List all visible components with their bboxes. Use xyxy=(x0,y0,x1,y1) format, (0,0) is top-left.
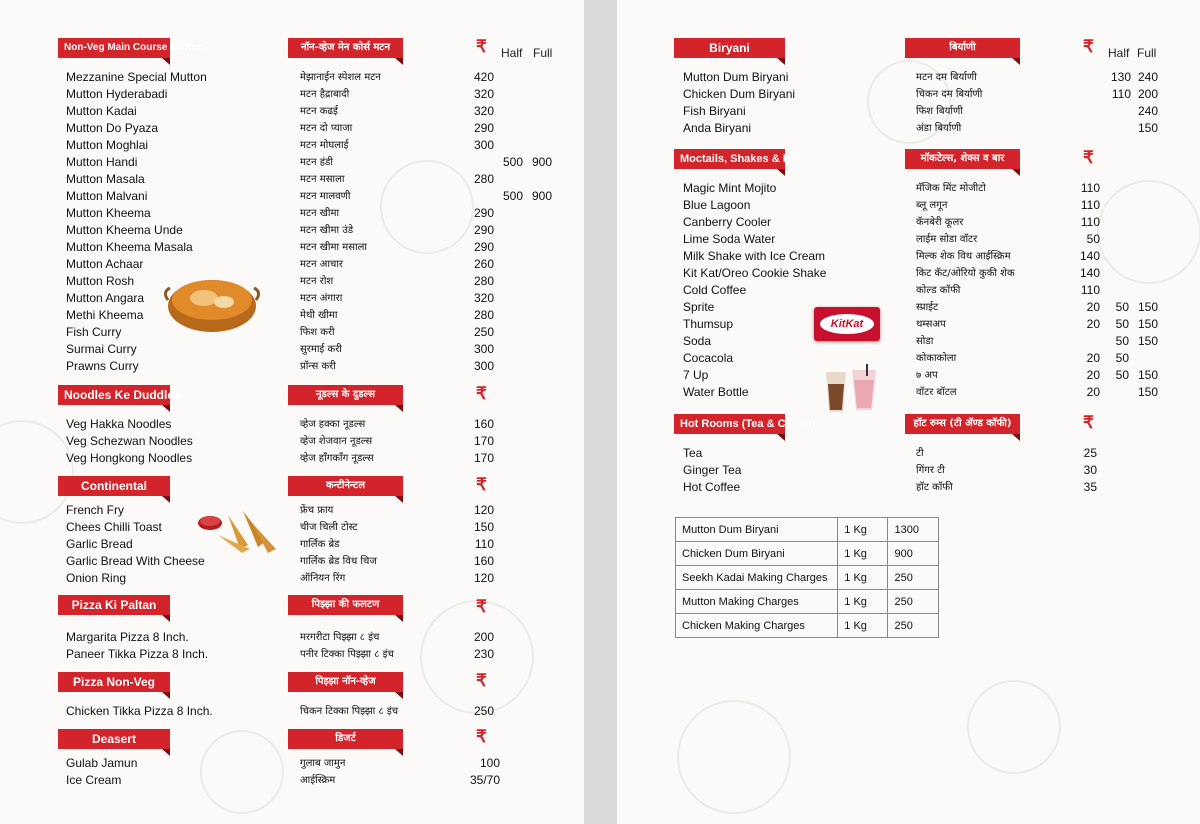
item-price: 300 xyxy=(473,342,494,356)
col-full-label: Full xyxy=(533,46,553,60)
item-price: 170 xyxy=(473,451,494,465)
bulk-qty: 1 Kg xyxy=(838,566,888,590)
menu-item-row xyxy=(0,290,584,307)
item-name-en: Methi Kheema xyxy=(66,308,144,322)
item-price: 50 xyxy=(1115,351,1129,365)
col-full-label: Full xyxy=(1137,46,1157,60)
item-price: 50 xyxy=(1115,368,1129,382)
item-price: 280 xyxy=(473,172,494,186)
bulk-item: Mutton Dum Biryani xyxy=(676,518,838,542)
item-price: 290 xyxy=(473,206,494,220)
item-name-hi: व्हेज शेजवान नूडल्स xyxy=(300,436,373,447)
menu-item-row xyxy=(0,256,584,273)
item-price: 250 xyxy=(473,704,494,718)
item-name-hi: फिश करी xyxy=(300,327,335,338)
bulk-price: 250 xyxy=(888,590,939,614)
menu-item-row xyxy=(617,120,1200,137)
table-row xyxy=(676,542,939,566)
item-name-en: Mutton Kheema Unde xyxy=(66,223,183,237)
item-name-en: Prawns Curry xyxy=(66,359,139,373)
item-name-en: Mutton Dum Biryani xyxy=(683,70,789,84)
item-name-hi: मटन कढई xyxy=(300,106,338,117)
item-name-en: Ginger Tea xyxy=(683,463,742,477)
item-name-en: Mutton Hyderabadi xyxy=(66,87,168,101)
menu-item-row xyxy=(0,629,584,646)
item-price: 30 xyxy=(1083,463,1097,477)
section-title-hi: मॉकटेल्स, शेक्स व बार xyxy=(905,149,1020,169)
menu-item-row xyxy=(0,188,584,205)
section-title-en: Deasert xyxy=(58,729,170,749)
item-price: 900 xyxy=(531,155,552,169)
section-title-hi: नूडल्स के दुडल्स xyxy=(288,385,403,405)
item-name-hi: मटन मालवणी xyxy=(300,191,351,202)
rupee-icon: ₹ xyxy=(476,671,487,690)
menu-item-row xyxy=(0,358,584,375)
bulk-item: Chicken Dum Biryani xyxy=(676,542,838,566)
item-price: 110 xyxy=(1080,215,1100,229)
item-name-hi: लाईम सोडा वॉटर xyxy=(916,234,978,245)
item-price: 140 xyxy=(1079,249,1100,263)
item-price: 50 xyxy=(1086,232,1100,246)
item-name-en: Mutton Masala xyxy=(66,172,145,186)
item-name-hi: वॉटर बॉटल xyxy=(916,387,957,398)
table-row xyxy=(676,614,939,638)
item-name-hi: गार्लिक ब्रेड विथ चिज xyxy=(300,556,377,567)
item-price: 20 xyxy=(1086,351,1100,365)
item-name-hi: मटन दम बिर्याणी xyxy=(916,72,977,83)
section-title-hi: नॉन-व्हेज मेन कोर्स मटन xyxy=(288,38,403,58)
menu-item-row xyxy=(0,69,584,86)
rupee-icon: ₹ xyxy=(476,727,487,746)
item-name-en: Fish Curry xyxy=(66,325,122,339)
item-price: 35/70 xyxy=(469,773,500,787)
menu-item-row xyxy=(0,154,584,171)
donut-doodle xyxy=(967,680,1061,774)
item-name-en: Kit Kat/Oreo Cookie Shake xyxy=(683,266,827,280)
section-title-en: Biryani xyxy=(674,38,785,58)
item-name-hi: मटन मसाला xyxy=(300,174,345,185)
item-price: 50 xyxy=(1115,317,1129,331)
item-name-en: Mutton Achaar xyxy=(66,257,144,271)
item-name-en: Blue Lagoon xyxy=(683,198,751,212)
item-price: 280 xyxy=(473,308,494,322)
menu-item-row xyxy=(617,350,1200,367)
menu-item-row xyxy=(0,86,584,103)
menu-item-row xyxy=(617,197,1200,214)
item-name-hi: मटन हैद्राबादी xyxy=(300,89,350,100)
menu-item-row xyxy=(0,772,584,789)
item-name-hi: कोल्ड कॉफी xyxy=(916,285,961,296)
item-name-hi: मटन आचार xyxy=(300,259,343,270)
menu-item-row xyxy=(0,222,584,239)
item-price: 290 xyxy=(473,240,494,254)
item-name-en: Garlic Bread xyxy=(66,537,133,551)
item-name-hi: फिश बिर्याणी xyxy=(916,106,963,117)
item-price: 130 xyxy=(1110,70,1131,84)
section-title-hi: डिजर्ट xyxy=(288,729,403,749)
menu-item-row xyxy=(0,416,584,433)
item-name-en: Water Bottle xyxy=(683,385,749,399)
item-name-hi: मॅजिक मिंट मोजीटो xyxy=(916,183,986,194)
item-name-hi: मटन दो प्याजा xyxy=(300,123,353,134)
item-name-hi: मरगरीटा पिझ्झा ८ इंच xyxy=(300,632,380,643)
bulk-item: Chicken Making Charges xyxy=(676,614,838,638)
item-name-en: Paneer Tikka Pizza 8 Inch. xyxy=(66,647,209,661)
section-title-en: Pizza Ki Paltan xyxy=(58,595,170,615)
menu-item-row xyxy=(0,450,584,467)
item-name-hi: प्रॉन्स करी xyxy=(300,361,336,372)
item-price: 320 xyxy=(473,87,494,101)
item-name-hi: मटन रोश xyxy=(300,276,334,287)
item-name-en: Mutton Kheema xyxy=(66,206,151,220)
bulk-price: 900 xyxy=(888,542,939,566)
item-price: 250 xyxy=(473,325,494,339)
item-name-en: Lime Soda Water xyxy=(683,232,776,246)
item-price: 150 xyxy=(1137,385,1158,399)
menu-item-row xyxy=(0,519,584,536)
item-price: 150 xyxy=(1137,368,1158,382)
menu-item-row xyxy=(617,69,1200,86)
menu-item-row xyxy=(617,103,1200,120)
item-name-en: Milk Shake with Ice Cream xyxy=(683,249,826,263)
item-price: 25 xyxy=(1083,446,1097,460)
menu-item-row xyxy=(0,273,584,290)
section-title-hi: बिर्याणी xyxy=(905,38,1020,58)
menu-page-left xyxy=(0,0,584,824)
item-name-hi: मटन अंगारा xyxy=(300,293,343,304)
item-name-en: Mutton Moghlai xyxy=(66,138,149,152)
item-name-en: Veg Hakka Noodles xyxy=(66,417,172,431)
bulk-qty: 1 Kg xyxy=(838,590,888,614)
section-title-hi: पिझ्झा की फलटण xyxy=(288,595,403,615)
item-price: 110 xyxy=(1080,198,1100,212)
menu-item-row xyxy=(0,307,584,324)
item-name-hi: मटन खीमा उंडे xyxy=(300,225,354,236)
rupee-icon: ₹ xyxy=(1083,37,1094,56)
item-name-en: Chees Chilli Toast xyxy=(66,520,162,534)
col-half-label: Half xyxy=(1108,46,1130,60)
section-title-en: Moctails, Shakes & Bar xyxy=(674,149,785,169)
item-name-en: Mezzanine Special Mutton xyxy=(66,70,207,84)
item-name-hi: गार्लिक ब्रेड xyxy=(300,539,340,550)
item-price: 35 xyxy=(1083,480,1097,494)
item-name-hi: मटन खीमा xyxy=(300,208,340,219)
rupee-icon: ₹ xyxy=(476,597,487,616)
menu-item-row xyxy=(0,324,584,341)
menu-item-row xyxy=(617,265,1200,282)
item-name-hi: किट कॅट/ओरियो कुकी शेक xyxy=(916,268,1015,279)
bulk-item: Mutton Making Charges xyxy=(676,590,838,614)
section-title-en: Pizza Non-Veg xyxy=(58,672,170,692)
menu-item-row xyxy=(0,433,584,450)
section-title-en: Non-Veg Main Course Mutton xyxy=(58,38,170,58)
item-name-hi: फ्रेंच फ्राय xyxy=(300,505,334,516)
item-price: 20 xyxy=(1086,385,1100,399)
item-name-en: Hot Coffee xyxy=(683,480,741,494)
item-price: 140 xyxy=(1079,266,1100,280)
item-price: 320 xyxy=(473,104,494,118)
item-price: 20 xyxy=(1086,300,1100,314)
item-price: 150 xyxy=(1137,317,1158,331)
item-price: 50 xyxy=(1115,300,1129,314)
item-name-hi: स्प्राईट xyxy=(916,302,939,313)
item-name-hi: पनीर टिक्का पिझ्झा ८ इंच xyxy=(300,649,394,660)
item-price: 320 xyxy=(473,291,494,305)
item-name-en: Onion Ring xyxy=(66,571,127,585)
donut-doodle xyxy=(677,700,791,814)
item-name-hi: कॅनबेरी कूलर xyxy=(916,217,964,228)
item-price: 500 xyxy=(502,155,523,169)
item-name-hi: चिकन दम बिर्याणी xyxy=(916,89,983,100)
item-name-hi: मटन खीमा मसाला xyxy=(300,242,367,253)
item-price: 100 xyxy=(479,756,500,770)
bulk-charges-table xyxy=(675,517,939,638)
section-title-hi: पिझ्झा नॉन-व्हेज xyxy=(288,672,403,692)
item-name-hi: मेझानाईन स्पेशल मटन xyxy=(300,72,381,83)
item-price: 170 xyxy=(473,434,494,448)
item-name-hi: व्हेज हॉंगकॉंग नूडल्स xyxy=(300,453,374,464)
menu-item-row xyxy=(0,703,584,720)
item-price: 200 xyxy=(1137,87,1158,101)
menu-item-row xyxy=(617,282,1200,299)
item-name-en: Anda Biryani xyxy=(683,121,752,135)
kitkat-logo: KitKat xyxy=(820,314,874,334)
bulk-price: 1300 xyxy=(888,518,939,542)
item-price: 300 xyxy=(473,138,494,152)
section-title-en: Continental xyxy=(58,476,170,496)
item-price: 160 xyxy=(473,554,494,568)
item-name-hi: मेथी खीमा xyxy=(300,310,338,321)
item-name-en: Mutton Malvani xyxy=(66,189,148,203)
item-name-en: Veg Hongkong Noodles xyxy=(66,451,193,465)
item-name-hi: मटन मोघलाई xyxy=(300,140,349,151)
menu-item-row xyxy=(0,536,584,553)
item-name-hi: हॉट कॉफी xyxy=(916,482,953,493)
item-price: 120 xyxy=(473,503,494,517)
item-price: 110 xyxy=(1080,181,1100,195)
rupee-icon: ₹ xyxy=(476,37,487,56)
menu-item-row xyxy=(617,231,1200,248)
item-name-hi: व्हेज हक्का नूडल्स xyxy=(300,419,366,430)
bulk-qty: 1 Kg xyxy=(838,518,888,542)
item-price: 280 xyxy=(473,274,494,288)
item-price: 120 xyxy=(473,571,494,585)
item-name-en: Cocacola xyxy=(683,351,734,365)
item-name-hi: ७ अप xyxy=(916,370,938,381)
menu-item-row xyxy=(617,445,1200,462)
menu-item-row xyxy=(0,502,584,519)
menu-item-row xyxy=(617,248,1200,265)
item-name-en: Soda xyxy=(683,334,712,348)
menu-item-row xyxy=(0,120,584,137)
item-name-en: Tea xyxy=(683,446,703,460)
item-name-en: Gulab Jamun xyxy=(66,756,138,770)
item-name-hi: गिंगर टी xyxy=(916,465,945,476)
item-name-en: Margarita Pizza 8 Inch. xyxy=(66,630,189,644)
item-price: 50 xyxy=(1115,334,1129,348)
menu-item-row xyxy=(0,239,584,256)
item-name-en: Magic Mint Mojito xyxy=(683,181,777,195)
kitkat-image xyxy=(814,307,880,341)
item-price: 900 xyxy=(531,189,552,203)
item-price: 420 xyxy=(473,70,494,84)
item-price: 150 xyxy=(1137,300,1158,314)
item-price: 150 xyxy=(1137,334,1158,348)
menu-item-row xyxy=(0,137,584,154)
item-price: 20 xyxy=(1086,317,1100,331)
item-name-en: Surmai Curry xyxy=(66,342,137,356)
menu-item-row xyxy=(617,86,1200,103)
item-price: 230 xyxy=(473,647,494,661)
item-name-en: Fish Biryani xyxy=(683,104,746,118)
item-name-en: Sprite xyxy=(683,300,715,314)
item-name-en: Cold Coffee xyxy=(683,283,747,297)
curry-bowl-image xyxy=(162,268,262,338)
table-row xyxy=(676,518,939,542)
rupee-icon: ₹ xyxy=(1083,148,1094,167)
item-price: 500 xyxy=(502,189,523,203)
item-name-hi: सुरमाई करी xyxy=(300,344,342,355)
item-name-hi: अंडा बिर्याणी xyxy=(916,123,962,134)
menu-item-row xyxy=(0,341,584,358)
section-title-en: Hot Rooms (Tea & Coffee) xyxy=(674,414,785,434)
item-name-hi: चिकन टिक्का पिझ्झा ८ इंच xyxy=(300,706,399,717)
item-name-en: Mutton Do Pyaza xyxy=(66,121,159,135)
menu-item-row xyxy=(617,479,1200,496)
menu-item-row xyxy=(0,755,584,772)
rupee-icon: ₹ xyxy=(476,475,487,494)
item-name-hi: आईस्क्रिम xyxy=(300,775,336,786)
potato-wedges-image xyxy=(188,505,280,555)
item-price: 150 xyxy=(473,520,494,534)
rupee-icon: ₹ xyxy=(476,384,487,403)
milkshake-glasses-image xyxy=(822,364,880,414)
item-name-hi: गुलाब जामुन xyxy=(300,758,346,769)
item-name-hi: ब्लू लगून xyxy=(916,200,948,211)
item-name-en: Ice Cream xyxy=(66,773,122,787)
menu-item-row xyxy=(617,367,1200,384)
menu-item-row xyxy=(0,570,584,587)
item-name-en: Thumsup xyxy=(683,317,734,331)
menu-page-right xyxy=(617,0,1200,824)
bulk-qty: 1 Kg xyxy=(838,542,888,566)
item-name-en: Mutton Handi xyxy=(66,155,138,169)
menu-item-row xyxy=(0,553,584,570)
menu-item-row xyxy=(617,180,1200,197)
item-name-hi: थम्सअप xyxy=(916,319,946,330)
menu-item-row xyxy=(0,103,584,120)
item-name-en: Mutton Kheema Masala xyxy=(66,240,193,254)
menu-item-row xyxy=(617,299,1200,316)
section-title-en: Noodles Ke Duddles xyxy=(58,385,170,405)
menu-item-row xyxy=(0,171,584,188)
item-name-en: Chicken Tikka Pizza 8 Inch. xyxy=(66,704,213,718)
item-name-en: Mutton Rosh xyxy=(66,274,135,288)
item-price: 200 xyxy=(473,630,494,644)
item-name-en: 7 Up xyxy=(683,368,709,382)
item-name-hi: मिल्क शेक विथ आईस्क्रिम xyxy=(916,251,1011,262)
item-name-en: Mutton Angara xyxy=(66,291,145,305)
item-price: 110 xyxy=(1080,283,1100,297)
menu-item-row xyxy=(617,384,1200,401)
item-price: 160 xyxy=(473,417,494,431)
bulk-price: 250 xyxy=(888,614,939,638)
item-price: 300 xyxy=(473,359,494,373)
item-name-hi: टी xyxy=(916,448,924,459)
rupee-icon: ₹ xyxy=(1083,413,1094,432)
item-name-en: Chicken Dum Biryani xyxy=(683,87,796,101)
item-name-en: Mutton Kadai xyxy=(66,104,137,118)
menu-item-row xyxy=(617,316,1200,333)
bulk-price: 250 xyxy=(888,566,939,590)
menu-item-row xyxy=(617,333,1200,350)
table-row xyxy=(676,566,939,590)
col-half-label: Half xyxy=(501,46,523,60)
item-price: 150 xyxy=(1137,121,1158,135)
section-title-hi: हॉट रुम्स (टी ॲण्ड कॉफी) xyxy=(905,414,1020,434)
item-name-en: Garlic Bread With Cheese xyxy=(66,554,205,568)
item-price: 110 xyxy=(1111,87,1131,101)
item-name-hi: कोकाकोला xyxy=(916,353,957,364)
item-name-hi: सोडा xyxy=(916,336,934,347)
item-name-en: Canberry Cooler xyxy=(683,215,772,229)
table-row xyxy=(676,590,939,614)
bulk-qty: 1 Kg xyxy=(838,614,888,638)
section-title-hi: कन्टीनेन्टल xyxy=(288,476,403,496)
item-price: 110 xyxy=(474,537,494,551)
item-price: 260 xyxy=(473,257,494,271)
item-name-hi: ऑनियन रिंग xyxy=(300,573,346,584)
menu-item-row xyxy=(0,205,584,222)
item-price: 290 xyxy=(473,121,494,135)
item-price: 20 xyxy=(1086,368,1100,382)
item-price: 290 xyxy=(473,223,494,237)
item-name-hi: चीज चिली टोस्ट xyxy=(300,522,358,533)
item-price: 240 xyxy=(1137,104,1158,118)
menu-item-row xyxy=(617,462,1200,479)
item-name-en: French Fry xyxy=(66,503,125,517)
item-name-hi: मटन हंडी xyxy=(300,157,333,168)
menu-item-row xyxy=(617,214,1200,231)
menu-item-row xyxy=(0,646,584,663)
item-price: 240 xyxy=(1137,70,1158,84)
item-name-en: Veg Schezwan Noodles xyxy=(66,434,193,448)
bulk-item: Seekh Kadai Making Charges xyxy=(676,566,838,590)
